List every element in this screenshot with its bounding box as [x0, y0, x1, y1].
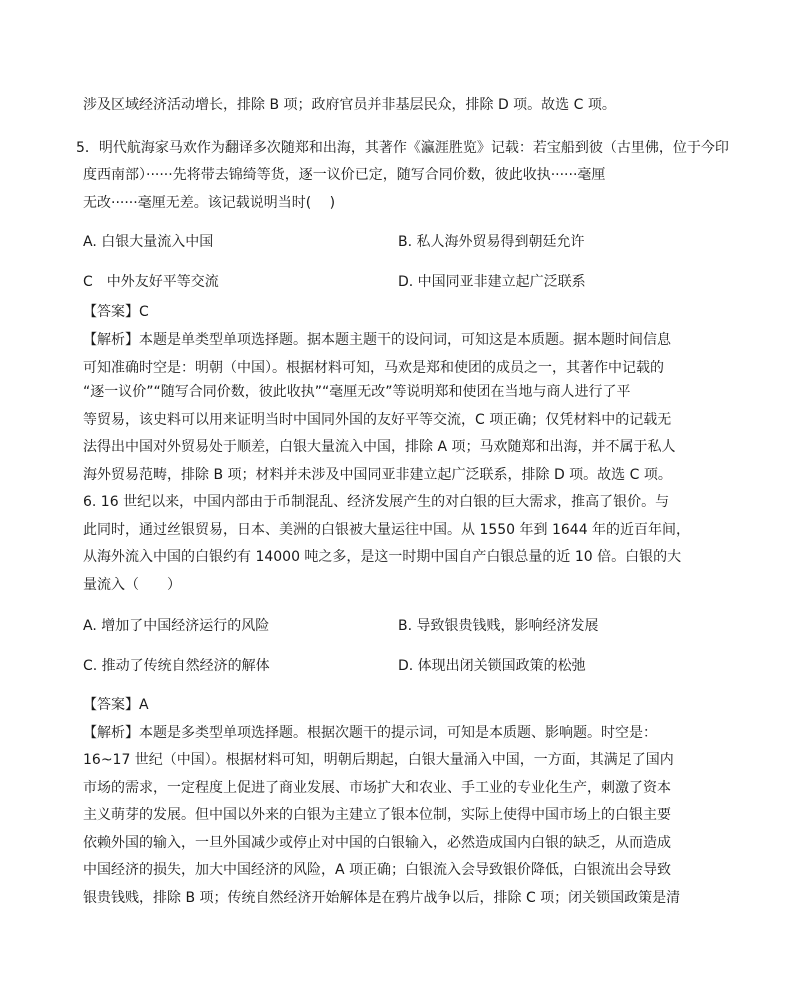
question-6-stem: 6. 16 世纪以来，中国内部由于币制混乱、经济发展产生的对白银的巨大需求，推高了银价。与	[83, 494, 670, 510]
text-line: 涉及区域经济活动增长，排除 B 项；政府官员并非基层民众，排除 D 项。故选 C 项。	[83, 97, 616, 113]
option-a: A. 增加了中国经济运行的风险	[83, 618, 270, 634]
analysis-line: 等贸易，该史料可以用来证明当时中国同外国的友好平等交流，C 项正确；仅凭材料中的记载无	[83, 412, 672, 428]
text-line: 量流入（ ）	[83, 577, 181, 593]
answer-label: 【答案】C	[83, 304, 149, 320]
option-d: D. 体现出闭关锁国政策的松弛	[398, 658, 586, 674]
option-c: C. 推动了传统自然经济的解体	[83, 658, 270, 674]
option-c: C 中外友好平等交流	[83, 274, 219, 290]
analysis-line: 中国经济的损失，加大中国经济的风险，A 项正确；白银流入会导致银价降低，白银流出会导致	[83, 862, 672, 878]
analysis-line: 主义萌芽的发展。但中国以外来的白银为主建立了银本位制，实际上使得中国市场上的白银主要	[83, 807, 671, 823]
option-a: A. 白银大量流入中国	[83, 234, 214, 250]
text-line: 此同时，通过丝银贸易，日本、美洲的白银被大量运往中国。从 1550 年到 1644 年的近百年间，	[83, 522, 691, 538]
text-line: 无改······毫厘无差。该记载说明当时( )	[83, 195, 336, 211]
analysis-line: “逐一议价”“随写合同价数，彼此收执”“毫厘无改”等说明郑和使团在当地与商人进行了平	[83, 384, 631, 400]
analysis-line: 依赖外国的输入，一旦外国减少或停止对中国的白银输入，必然造成国内白银的缺乏，从而造成	[83, 835, 671, 851]
option-b: B. 导致银贵钱贱，影响经济发展	[398, 618, 599, 634]
text-line: 从海外流入中国的白银约有 14000 吨之多，是这一时期中国自产白银总量的近 10 倍。白银的大	[83, 549, 682, 565]
analysis-line: 16~17 世纪（中国）。根据材料可知，明朝后期起，白银大量涌入中国，一方面，其满足了国内	[83, 752, 674, 768]
analysis-line: 银贵钱贱，排除 B 项；传统自然经济开始解体是在鸦片战争以后，排除 C 项；闭关锁国政策是清	[83, 890, 681, 906]
analysis-line: 市场的需求，一定程度上促进了商业发展、市场扩大和农业、手工业的专业化生产，刺激了资本	[83, 780, 671, 796]
text-line: 度西南部）······先将带去锦绮等货，逐一议价已定，随写合同价数，彼此收执······毫厘	[83, 167, 606, 183]
analysis-line: 可知准确时空是：明朝（中国）。根据材料可知，马欢是郑和使团的成员之一，其著作中记载的	[83, 360, 664, 376]
answer-label: 【答案】A	[83, 697, 149, 713]
analysis-line: 法得出中国对外贸易处于顺差，白银大量流入中国，排除 A 项；马欢随郑和出海，并不属于私人	[83, 439, 676, 455]
option-d: D. 中国同亚非建立起广泛联系	[398, 274, 586, 290]
analysis-line: 【解析】本题是多类型单项选择题。根据次题干的提示词，可知是本质题、影响题。时空是：	[83, 725, 657, 741]
analysis-line: 海外贸易范畴，排除 B 项；材料并未涉及中国同亚非建立起广泛联系，排除 D 项。故选 C 项。	[83, 467, 672, 483]
option-b: B. 私人海外贸易得到朝廷允许	[398, 234, 585, 250]
question-5-stem: 5．明代航海家马欢作为翻译多次随郑和出海，其著作《瀛涯胜览》记载：若宝船到彼（古里佛，位于今印	[76, 140, 729, 156]
analysis-line: 【解析】本题是单类型单项选择题。据本题主题干的设问词，可知这是本质题。据本题时间信息	[83, 332, 671, 348]
